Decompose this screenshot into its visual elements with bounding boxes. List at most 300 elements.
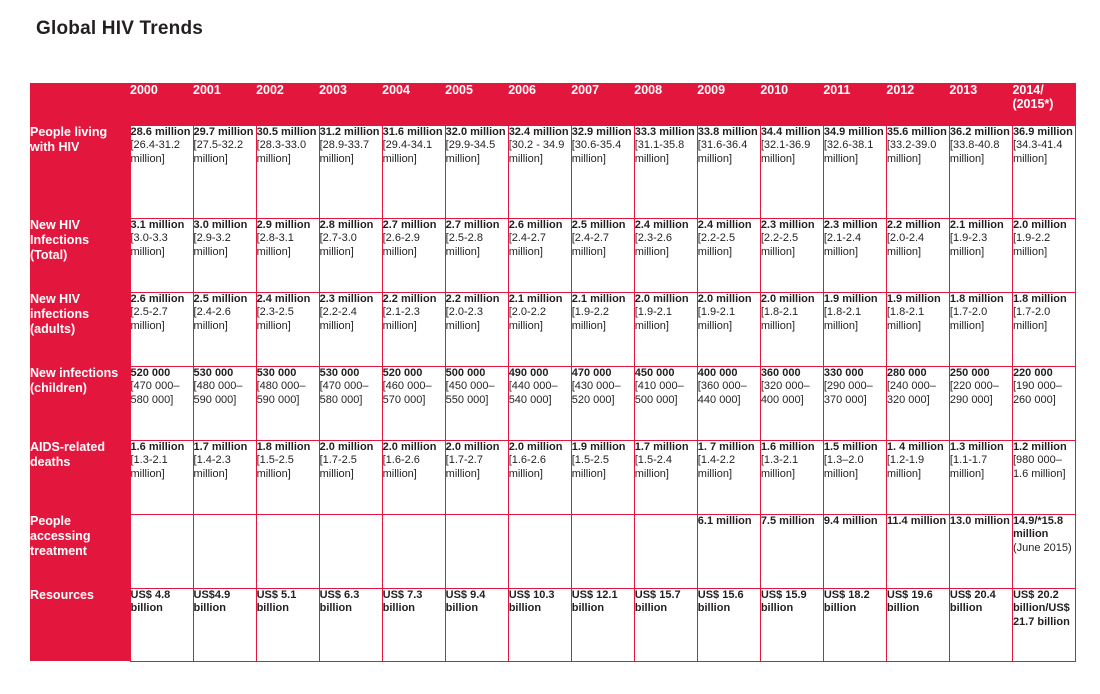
row-label-new-hiv-infections-adults: New HIV infections (adults) <box>30 292 130 366</box>
cell-range: [2.3-2.6 million] <box>634 232 673 258</box>
cell-range: [430 000–520 000] <box>571 380 621 406</box>
cell-range: [240 000–320 000] <box>886 380 936 406</box>
column-header-2012: 2012 <box>886 83 949 125</box>
cell-resources-2009 <box>697 588 760 661</box>
cell-range: [2.4-2.7 million] <box>508 232 546 258</box>
table-row <box>30 440 1076 514</box>
cell-range: [29.4-34.1 million] <box>382 139 433 165</box>
cell-value: 2.0 million <box>634 292 689 305</box>
cell-resources-2000 <box>130 588 193 661</box>
cell-newchildren-2013 <box>949 366 1012 440</box>
cell-range: [2.5-2.8 million] <box>445 232 483 258</box>
cell-value: 2.0 million <box>760 292 815 305</box>
hiv-trends-table <box>30 83 1076 662</box>
cell-range: [28.9-33.7 million] <box>319 139 370 165</box>
cell-newtotal-2013 <box>949 218 1012 292</box>
cell-value: 2.3 million <box>760 218 815 231</box>
cell-value: 2.5 million <box>571 218 626 231</box>
cell-newtotal-2009 <box>697 218 760 292</box>
cell-range: [1.9-2.2 million] <box>1012 232 1051 258</box>
cell-people-2012 <box>886 125 949 218</box>
cell-range: [2.0-2.2 million] <box>508 306 546 332</box>
cell-value: US$ 19.6 billion <box>886 588 933 615</box>
cell-aids-2011 <box>823 440 886 514</box>
cell-value: 31.2 million <box>319 125 380 138</box>
cell-value: 2.6 million <box>130 292 185 305</box>
cell-people-2008 <box>634 125 697 218</box>
cell-value: 530 000 <box>319 366 360 379</box>
cell-value: 530 000 <box>256 366 297 379</box>
cell-range: [1.5-2.5 million] <box>571 454 610 480</box>
column-header-2003: 2003 <box>319 83 382 125</box>
cell-value: 2.5 million <box>193 292 248 305</box>
cell-value: 280 000 <box>886 366 927 379</box>
row-label-people-living-with-hiv: People living with HIV <box>30 125 130 218</box>
column-header-2011: 2011 <box>823 83 886 125</box>
cell-aids-2004 <box>382 440 445 514</box>
cell-value: 2.2 million <box>445 292 500 305</box>
column-header-2005: 2005 <box>445 83 508 125</box>
cell-value: 35.6 million <box>886 125 947 138</box>
cell-treatment-2004 <box>382 514 445 588</box>
cell-resources-2014 <box>1012 588 1075 661</box>
column-header-2002: 2002 <box>256 83 319 125</box>
cell-range: [1.9-2.3 million] <box>949 232 988 258</box>
cell-resources-2002 <box>256 588 319 661</box>
cell-treatment-2008 <box>634 514 697 588</box>
cell-value: 2.0 million <box>508 440 563 453</box>
column-header-2010: 2010 <box>760 83 823 125</box>
cell-value: 1.6 million <box>760 440 815 453</box>
cell-range: [33.8-40.8 million] <box>949 139 1000 165</box>
cell-treatment-2014 <box>1012 514 1075 588</box>
cell-range: [1.5-2.4 million] <box>634 454 673 480</box>
cell-newchildren-2005 <box>445 366 508 440</box>
table-row <box>30 218 1076 292</box>
cell-resources-2006 <box>508 588 571 661</box>
cell-resources-2011 <box>823 588 886 661</box>
column-header-2008: 2008 <box>634 83 697 125</box>
cell-newtotal-2006 <box>508 218 571 292</box>
cell-resources-2012 <box>886 588 949 661</box>
cell-people-2000 <box>130 125 193 218</box>
cell-value: 32.0 million <box>445 125 506 138</box>
cell-value: 2.0 million <box>445 440 500 453</box>
cell-value: US$ 20.2 billion/US$ 21.7 billion <box>1012 588 1070 628</box>
cell-range: [290 000–370 000] <box>823 380 873 406</box>
cell-value: 530 000 <box>193 366 234 379</box>
cell-value: 1.9 million <box>886 292 941 305</box>
cell-newadults-2005 <box>445 292 508 366</box>
cell-range: (June 2015) <box>1012 542 1072 554</box>
cell-people-2002 <box>256 125 319 218</box>
cell-value: 32.9 million <box>571 125 632 138</box>
cell-newtotal-2008 <box>634 218 697 292</box>
cell-treatment-2003 <box>319 514 382 588</box>
cell-value: 31.6 million <box>382 125 443 138</box>
cell-people-2014 <box>1012 125 1075 218</box>
cell-range: [480 000–590 000] <box>256 380 306 406</box>
cell-value: 2.0 million <box>382 440 437 453</box>
table-body <box>30 125 1076 661</box>
cell-value: 32.4 million <box>508 125 569 138</box>
cell-value: 1.7 million <box>634 440 689 453</box>
row-label-new-infections-children: New infections (children) <box>30 366 130 440</box>
cell-range: [1.4-2.3 million] <box>193 454 231 480</box>
cell-people-2009 <box>697 125 760 218</box>
cell-value: 13.0 million <box>949 514 1010 527</box>
cell-value: 2.4 million <box>697 218 752 231</box>
cell-range: [450 000–550 000] <box>445 380 495 406</box>
cell-value: 34.9 million <box>823 125 884 138</box>
cell-treatment-2007 <box>571 514 634 588</box>
cell-range: [26.4-31.2 million] <box>130 139 181 165</box>
cell-value: 29.7 million <box>193 125 254 138</box>
cell-range: [30.2 - 34.9 million] <box>508 139 565 165</box>
cell-value: 1.7 million <box>193 440 248 453</box>
hiv-trends-table-container <box>30 83 1076 662</box>
cell-value: 28.6 million <box>130 125 191 138</box>
cell-treatment-2006 <box>508 514 571 588</box>
cell-range: [1.8-2.1 million] <box>760 306 799 332</box>
cell-value: 2.4 million <box>256 292 311 305</box>
cell-newchildren-2000 <box>130 366 193 440</box>
cell-value: 220 000 <box>1012 366 1053 379</box>
cell-value: US$ 18.2 billion <box>823 588 870 615</box>
cell-range: [1.9-2.1 million] <box>634 306 673 332</box>
cell-range: [1.3–2.0 million] <box>823 454 864 480</box>
cell-value: 400 000 <box>697 366 738 379</box>
cell-value: 1.9 million <box>823 292 878 305</box>
cell-treatment-2011 <box>823 514 886 588</box>
table-row <box>30 514 1076 588</box>
cell-aids-2014 <box>1012 440 1075 514</box>
cell-value: 2.3 million <box>319 292 374 305</box>
cell-newadults-2006 <box>508 292 571 366</box>
cell-treatment-2005 <box>445 514 508 588</box>
table-row <box>30 125 1076 218</box>
cell-aids-2006 <box>508 440 571 514</box>
cell-range: [220 000–290 000] <box>949 380 999 406</box>
cell-newchildren-2003 <box>319 366 382 440</box>
cell-range: [33.2-39.0 million] <box>886 139 937 165</box>
cell-people-2013 <box>949 125 1012 218</box>
cell-range: [1.6-2.6 million] <box>508 454 546 480</box>
cell-newadults-2008 <box>634 292 697 366</box>
cell-range: [32.6-38.1 million] <box>823 139 874 165</box>
column-header-2013: 2013 <box>949 83 1012 125</box>
cell-range: [1.2-1.9 million] <box>886 454 925 480</box>
cell-aids-2005 <box>445 440 508 514</box>
cell-value: 1.8 million <box>256 440 311 453</box>
cell-value: 2.6 million <box>508 218 563 231</box>
cell-newtotal-2002 <box>256 218 319 292</box>
cell-range: [2.0-2.3 million] <box>445 306 483 332</box>
table-row <box>30 588 1076 661</box>
cell-people-2005 <box>445 125 508 218</box>
cell-aids-2003 <box>319 440 382 514</box>
cell-range: [2.4-2.7 million] <box>571 232 610 258</box>
cell-range: [30.6-35.4 million] <box>571 139 622 165</box>
cell-value: 2.9 million <box>256 218 311 231</box>
cell-value: 30.5 million <box>256 125 317 138</box>
cell-newtotal-2000 <box>130 218 193 292</box>
cell-value: 520 000 <box>382 366 423 379</box>
cell-newchildren-2001 <box>193 366 256 440</box>
cell-aids-2007 <box>571 440 634 514</box>
cell-value: US$4.9 billion <box>193 588 231 615</box>
cell-people-2001 <box>193 125 256 218</box>
cell-value: 2.3 million <box>823 218 878 231</box>
cell-value: 360 000 <box>760 366 801 379</box>
row-label-aids-related-deaths: AIDS-related deaths <box>30 440 130 514</box>
cell-resources-2008 <box>634 588 697 661</box>
cell-range: [1.7-2.0 million] <box>949 306 988 332</box>
cell-newchildren-2014 <box>1012 366 1075 440</box>
cell-range: [34.3-41.4 million] <box>1012 139 1063 165</box>
cell-aids-2002 <box>256 440 319 514</box>
cell-value: 34.4 million <box>760 125 821 138</box>
cell-value: US$ 12.1 billion <box>571 588 618 615</box>
cell-aids-2010 <box>760 440 823 514</box>
cell-resources-2004 <box>382 588 445 661</box>
cell-value: 11.4 million <box>886 514 947 527</box>
cell-range: [27.5-32.2 million] <box>193 139 244 165</box>
cell-range: [28.3-33.0 million] <box>256 139 307 165</box>
cell-newchildren-2004 <box>382 366 445 440</box>
cell-value: 490 000 <box>508 366 549 379</box>
cell-aids-2013 <box>949 440 1012 514</box>
cell-people-2003 <box>319 125 382 218</box>
cell-resources-2005 <box>445 588 508 661</box>
cell-value: 6.1 million <box>697 514 752 527</box>
cell-treatment-2001 <box>193 514 256 588</box>
cell-resources-2010 <box>760 588 823 661</box>
cell-value: 450 000 <box>634 366 675 379</box>
cell-range: [32.1-36.9 million] <box>760 139 811 165</box>
cell-newchildren-2011 <box>823 366 886 440</box>
cell-value: 33.3 million <box>634 125 695 138</box>
cell-newchildren-2008 <box>634 366 697 440</box>
cell-newchildren-2010 <box>760 366 823 440</box>
cell-range: [980 000–1.6 million] <box>1012 454 1066 480</box>
cell-range: [470 000–580 000] <box>319 380 369 406</box>
cell-value: 33.8 million <box>697 125 758 138</box>
cell-range: [360 000–440 000] <box>697 380 747 406</box>
cell-value: US$ 15.7 billion <box>634 588 681 615</box>
cell-range: [2.2-2.5 million] <box>760 232 799 258</box>
cell-range: [1.4-2.2 million] <box>697 454 736 480</box>
cell-newadults-2004 <box>382 292 445 366</box>
cell-range: [470 000–580 000] <box>130 380 180 406</box>
cell-value: 3.1 million <box>130 218 185 231</box>
cell-newtotal-2007 <box>571 218 634 292</box>
cell-value: 470 000 <box>571 366 612 379</box>
cell-value: 250 000 <box>949 366 990 379</box>
cell-value: 2.7 million <box>445 218 500 231</box>
cell-range: [440 000–540 000] <box>508 380 558 406</box>
cell-range: [3.0-3.3 million] <box>130 232 168 258</box>
cell-value: US$ 4.8 billion <box>130 588 171 615</box>
cell-range: [1.3-2.1 million] <box>760 454 799 480</box>
cell-aids-2009 <box>697 440 760 514</box>
cell-range: [480 000–590 000] <box>193 380 243 406</box>
page-title: Global HIV Trends <box>36 18 204 39</box>
row-label-new-hiv-infections-total: New HIV Infections (Total) <box>30 218 130 292</box>
cell-value: 1.8 million <box>1012 292 1067 305</box>
cell-range: [1.7-2.0 million] <box>1012 306 1051 332</box>
cell-value: 3.0 million <box>193 218 248 231</box>
cell-people-2006 <box>508 125 571 218</box>
cell-newchildren-2007 <box>571 366 634 440</box>
cell-range: [1.5-2.5 million] <box>256 454 294 480</box>
cell-newadults-2011 <box>823 292 886 366</box>
column-header-2001: 2001 <box>193 83 256 125</box>
cell-value: 1.5 million <box>823 440 878 453</box>
cell-newadults-2001 <box>193 292 256 366</box>
cell-value: US$ 5.1 billion <box>256 588 297 615</box>
column-header-2014-2015: 2014/ (2015*) <box>1012 83 1075 125</box>
cell-newadults-2012 <box>886 292 949 366</box>
cell-range: [460 000–570 000] <box>382 380 432 406</box>
cell-range: [2.7-3.0 million] <box>319 232 357 258</box>
cell-aids-2001 <box>193 440 256 514</box>
cell-value: 1.8 million <box>949 292 1004 305</box>
header-row <box>30 83 1076 125</box>
cell-people-2007 <box>571 125 634 218</box>
cell-newadults-2007 <box>571 292 634 366</box>
cell-value: 7.5 million <box>760 514 815 527</box>
cell-range: [2.8-3.1 million] <box>256 232 294 258</box>
table-header <box>30 83 1076 125</box>
cell-resources-2003 <box>319 588 382 661</box>
cell-range: [1.6-2.6 million] <box>382 454 420 480</box>
cell-range: [31.6-36.4 million] <box>697 139 748 165</box>
cell-value: 2.1 million <box>571 292 626 305</box>
cell-treatment-2012 <box>886 514 949 588</box>
row-label-resources: Resources <box>30 588 130 661</box>
column-header-2000: 2000 <box>130 83 193 125</box>
cell-treatment-2002 <box>256 514 319 588</box>
cell-newtotal-2005 <box>445 218 508 292</box>
cell-range: [2.2-2.4 million] <box>319 306 357 332</box>
cell-value: US$ 15.9 billion <box>760 588 807 615</box>
cell-newtotal-2001 <box>193 218 256 292</box>
cell-range: [31.1-35.8 million] <box>634 139 685 165</box>
cell-range: [2.3-2.5 million] <box>256 306 294 332</box>
cell-value: 2.7 million <box>382 218 437 231</box>
cell-resources-2013 <box>949 588 1012 661</box>
cell-range: [1.1-1.7 million] <box>949 454 988 480</box>
cell-range: [320 000–400 000] <box>760 380 810 406</box>
cell-value: 1.9 million <box>571 440 626 453</box>
cell-treatment-2013 <box>949 514 1012 588</box>
cell-value: 500 000 <box>445 366 486 379</box>
cell-value: 2.2 million <box>886 218 941 231</box>
cell-people-2004 <box>382 125 445 218</box>
cell-value: 1. 4 million <box>886 440 944 453</box>
cell-value: US$ 7.3 billion <box>382 588 423 615</box>
cell-value: 520 000 <box>130 366 171 379</box>
cell-value: 2.4 million <box>634 218 689 231</box>
table-row <box>30 292 1076 366</box>
cell-value: 2.2 million <box>382 292 437 305</box>
cell-value: 2.1 million <box>949 218 1004 231</box>
cell-value: 2.0 million <box>1012 218 1067 231</box>
cell-value: US$ 15.6 billion <box>697 588 744 615</box>
cell-resources-2001 <box>193 588 256 661</box>
cell-newadults-2009 <box>697 292 760 366</box>
cell-newchildren-2006 <box>508 366 571 440</box>
cell-value: US$ 6.3 billion <box>319 588 360 615</box>
cell-value: 14.9/*15.8 million <box>1012 514 1064 541</box>
cell-newtotal-2010 <box>760 218 823 292</box>
cell-value: US$ 10.3 billion <box>508 588 555 615</box>
cell-range: [2.1-2.4 million] <box>823 232 862 258</box>
column-header-2009: 2009 <box>697 83 760 125</box>
cell-treatment-2000 <box>130 514 193 588</box>
cell-treatment-2010 <box>760 514 823 588</box>
cell-range: [1.8-2.1 million] <box>886 306 925 332</box>
cell-value: 1.6 million <box>130 440 185 453</box>
cell-resources-2007 <box>571 588 634 661</box>
cell-people-2011 <box>823 125 886 218</box>
column-header-2007: 2007 <box>571 83 634 125</box>
cell-range: [29.9-34.5 million] <box>445 139 496 165</box>
cell-range: [410 000–500 000] <box>634 380 684 406</box>
table-corner-cell <box>30 83 130 125</box>
cell-range: [2.5-2.7 million] <box>130 306 168 332</box>
cell-range: [2.0-2.4 million] <box>886 232 925 258</box>
cell-value: 1.2 million <box>1012 440 1067 453</box>
cell-range: [190 000–260 000] <box>1012 380 1062 406</box>
column-header-2004: 2004 <box>382 83 445 125</box>
cell-newadults-2013 <box>949 292 1012 366</box>
cell-range: [2.4-2.6 million] <box>193 306 231 332</box>
cell-newtotal-2012 <box>886 218 949 292</box>
row-label-people-accessing-treatment: People accessing treatment <box>30 514 130 588</box>
cell-newadults-2000 <box>130 292 193 366</box>
cell-range: [2.2-2.5 million] <box>697 232 736 258</box>
cell-newtotal-2011 <box>823 218 886 292</box>
cell-value: 330 000 <box>823 366 864 379</box>
cell-value: 2.1 million <box>508 292 563 305</box>
cell-newtotal-2014 <box>1012 218 1075 292</box>
cell-newadults-2002 <box>256 292 319 366</box>
cell-range: [1.8-2.1 million] <box>823 306 862 332</box>
cell-range: [1.9-2.2 million] <box>571 306 610 332</box>
cell-newchildren-2002 <box>256 366 319 440</box>
cell-newadults-2003 <box>319 292 382 366</box>
cell-newtotal-2004 <box>382 218 445 292</box>
cell-value: 1.3 million <box>949 440 1004 453</box>
cell-newadults-2010 <box>760 292 823 366</box>
cell-value: 1. 7 million <box>697 440 755 453</box>
cell-value: 2.8 million <box>319 218 374 231</box>
cell-value: 2.0 million <box>697 292 752 305</box>
cell-aids-2000 <box>130 440 193 514</box>
cell-newadults-2014 <box>1012 292 1075 366</box>
column-header-2006: 2006 <box>508 83 571 125</box>
table-row <box>30 366 1076 440</box>
cell-range: [1.3-2.1 million] <box>130 454 168 480</box>
cell-newchildren-2012 <box>886 366 949 440</box>
cell-value: 2.0 million <box>319 440 374 453</box>
cell-aids-2012 <box>886 440 949 514</box>
cell-range: [1.7-2.5 million] <box>319 454 357 480</box>
cell-treatment-2009 <box>697 514 760 588</box>
cell-value: 9.4 million <box>823 514 878 527</box>
